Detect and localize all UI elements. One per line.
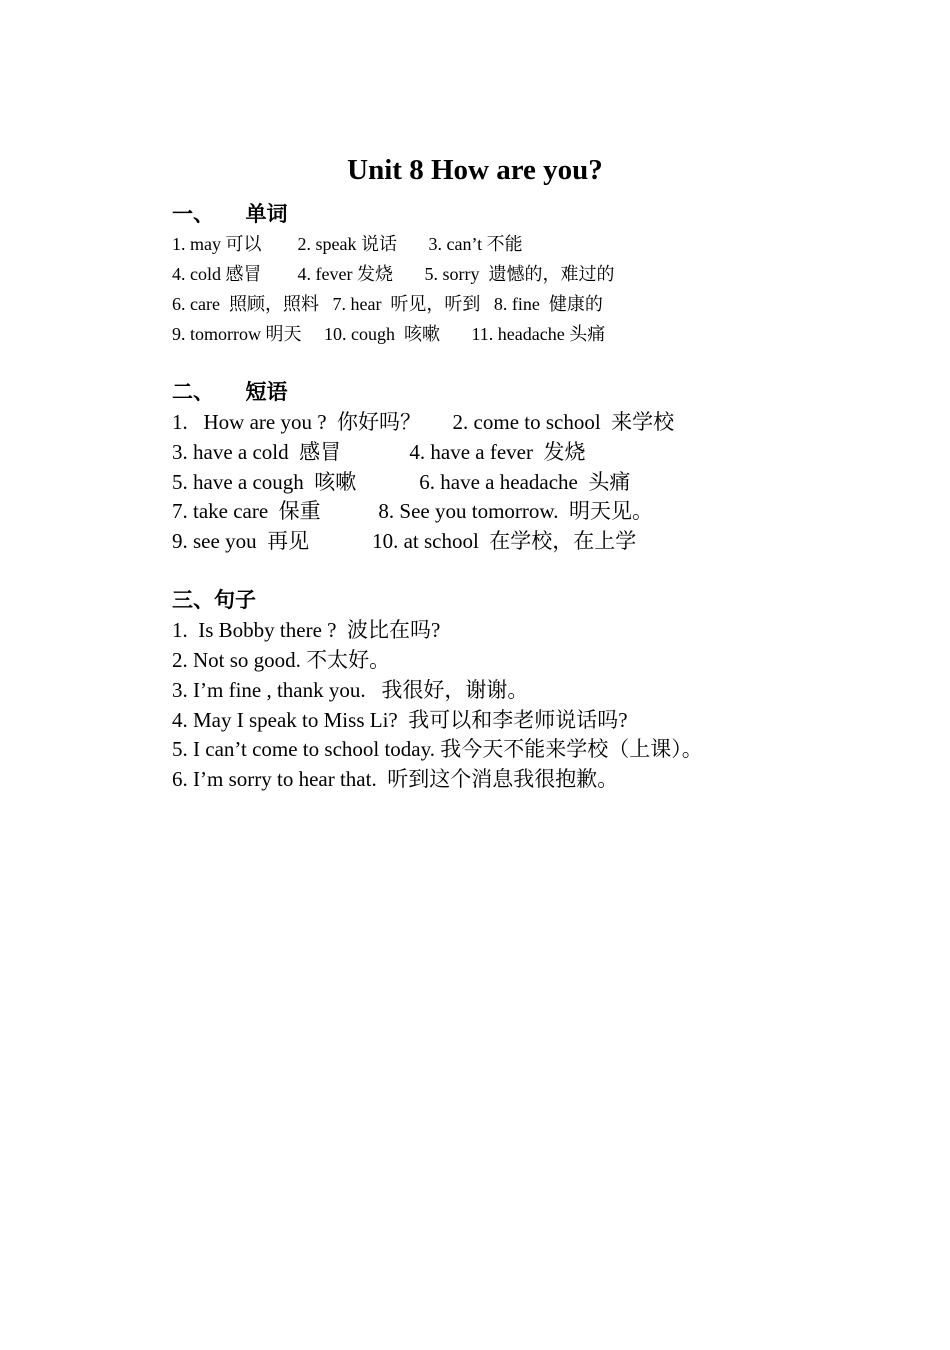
phrase-line-4: 7. take care 保重 8. See you tomorrow. 明天见。 (172, 499, 653, 523)
sentence-line-2: 2. Not so good. 不太好。 (172, 648, 391, 672)
sentence-line-4: 4. May I speak to Miss Li? 我可以和李老师说话吗? (172, 708, 628, 732)
sentence-line-3: 3. I’m fine , thank you. 我很好，谢谢。 (172, 678, 529, 702)
phrase-line-2: 3. have a cold 感冒 4. have a fever 发烧 (172, 440, 586, 464)
page-title: Unit 8 How are you? (347, 154, 603, 186)
sentence-line-6: 6. I’m sorry to hear that. 听到这个消息我很抱歉。 (172, 767, 619, 791)
word-line-2: 4. cold 感冒 4. fever 发烧 5. sorry 遗憾的，难过的 (172, 264, 615, 284)
section-heading-words: 一、 单词 (172, 202, 288, 226)
word-line-3: 6. care 照顾，照料 7. hear 听见，听到 8. fine 健康的 (172, 294, 603, 314)
section-heading-phrases: 二、 短语 (172, 380, 288, 404)
word-line-1: 1. may 可以 2. speak 说话 3. can’t 不能 (172, 234, 523, 254)
word-line-4: 9. tomorrow 明天 10. cough 咳嗽 11. headache 头痛 (172, 324, 606, 344)
phrase-line-3: 5. have a cough 咳嗽 6. have a headache 头痛 (172, 470, 631, 494)
phrase-line-1: 1. How are you ? 你好吗？ 2. come to school 来学校 (172, 410, 675, 434)
sentence-line-1: 1. Is Bobby there ? 波比在吗? (172, 618, 441, 642)
phrase-line-5: 9. see you 再见 10. at school 在学校，在上学 (172, 529, 637, 553)
sentence-line-5: 5. I can’t come to school today. 我今天不能来学校（上课）。 (172, 737, 703, 761)
section-heading-sentences: 三、句子 (172, 588, 256, 612)
